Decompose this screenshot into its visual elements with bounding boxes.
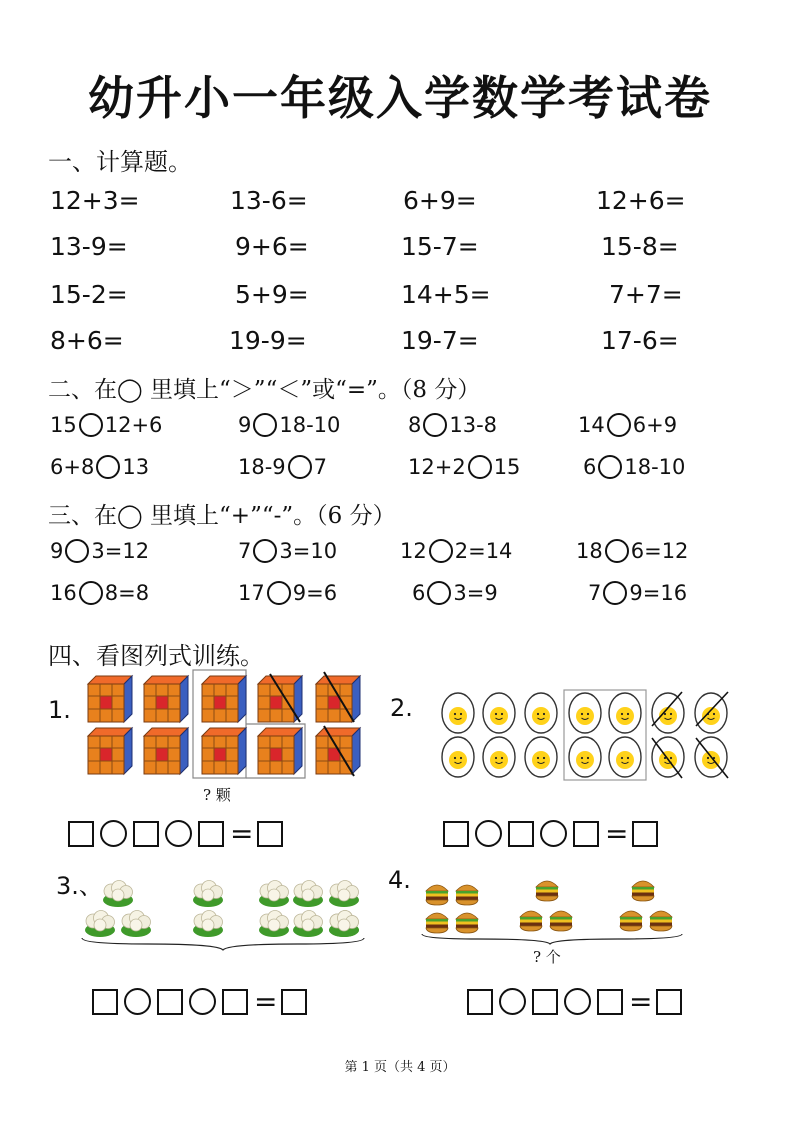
rubiks-cube-picture: [80, 668, 370, 780]
calc-problem: 15-8=: [601, 232, 679, 261]
cauliflower-picture: [78, 876, 370, 956]
hamburger-picture: [418, 874, 688, 946]
calc-problem: 17-6=: [601, 326, 679, 355]
operator-item: 7 9=16: [588, 581, 688, 605]
answer-circle[interactable]: [468, 455, 492, 479]
answer-circle[interactable]: [253, 413, 277, 437]
page-footer: 第 1 页（共 4 页）: [344, 1060, 456, 1075]
answer-circle[interactable]: [598, 455, 622, 479]
operator-item: 17 9=6: [238, 581, 338, 605]
calc-problem: 6+9=: [403, 186, 477, 215]
compare-item: 6+8 13: [50, 455, 150, 479]
problem-3-number: 3.、: [56, 872, 103, 900]
calc-problem: 13-6=: [230, 186, 308, 215]
answer-circle[interactable]: [605, 539, 629, 563]
answer-circle[interactable]: [79, 581, 103, 605]
answer-circle[interactable]: [288, 455, 312, 479]
compare-item: 12+2 15: [408, 455, 521, 479]
page-title: 幼升小一年级入学数学考试卷: [88, 71, 712, 125]
calc-problem: 19-9=: [229, 326, 307, 355]
compare-item: 18-9 7: [238, 455, 328, 479]
calc-problem: 15-2=: [50, 280, 128, 309]
operator-item: 16 8=8: [50, 581, 150, 605]
problem-4-caption: ? 个: [533, 948, 561, 966]
compare-item: 14 6+9: [578, 413, 678, 437]
operator-item: 7 3=10: [238, 539, 338, 563]
answer-boxes[interactable]: =: [467, 988, 688, 1015]
calc-problem: 14+5=: [401, 280, 491, 309]
calc-problem: 13-9=: [50, 232, 128, 261]
operator-item: 9 3=12: [50, 539, 150, 563]
calc-problem: 7+7=: [609, 280, 683, 309]
section-4-heading: 四、看图列式训练。: [48, 642, 264, 670]
answer-circle[interactable]: [96, 455, 120, 479]
problem-4-number: 4.: [388, 866, 411, 894]
answer-boxes[interactable]: =: [68, 820, 289, 847]
answer-boxes[interactable]: =: [443, 820, 664, 847]
calc-problem: 19-7=: [401, 326, 479, 355]
compare-item: 9 18-10: [238, 413, 341, 437]
operator-item: 18 6=12: [576, 539, 689, 563]
calc-problem: 9+6=: [235, 232, 309, 261]
operator-item: 12 2=14: [400, 539, 513, 563]
section-1-heading: 一、计算题。: [48, 148, 192, 176]
problem-1-caption: ? 颗: [203, 786, 231, 804]
egg-picture: [438, 688, 734, 782]
answer-circle[interactable]: [603, 581, 627, 605]
calc-problem: 8+6=: [50, 326, 124, 355]
compare-item: 6 18-10: [583, 455, 686, 479]
answer-circle[interactable]: [607, 413, 631, 437]
section-3-heading: 三、在◯ 里填上“+”“-”。（6 分）: [48, 503, 396, 529]
problem-2-number: 2.: [390, 694, 413, 722]
answer-circle[interactable]: [429, 539, 453, 563]
problem-1-number: 1.: [48, 696, 71, 724]
answer-circle[interactable]: [79, 413, 103, 437]
calc-problem: 12+3=: [50, 186, 140, 215]
answer-boxes[interactable]: =: [92, 988, 313, 1015]
compare-item: 15 12+6: [50, 413, 163, 437]
answer-circle[interactable]: [253, 539, 277, 563]
compare-item: 8 13-8: [408, 413, 498, 437]
operator-item: 6 3=9: [412, 581, 498, 605]
section-2-heading: 二、在◯ 里填上“＞”“＜”或“=”。（8 分）: [48, 377, 481, 403]
answer-circle[interactable]: [65, 539, 89, 563]
answer-circle[interactable]: [423, 413, 447, 437]
answer-circle[interactable]: [427, 581, 451, 605]
answer-circle[interactable]: [267, 581, 291, 605]
calc-problem: 12+6=: [596, 186, 686, 215]
calc-problem: 5+9=: [235, 280, 309, 309]
calc-problem: 15-7=: [401, 232, 479, 261]
